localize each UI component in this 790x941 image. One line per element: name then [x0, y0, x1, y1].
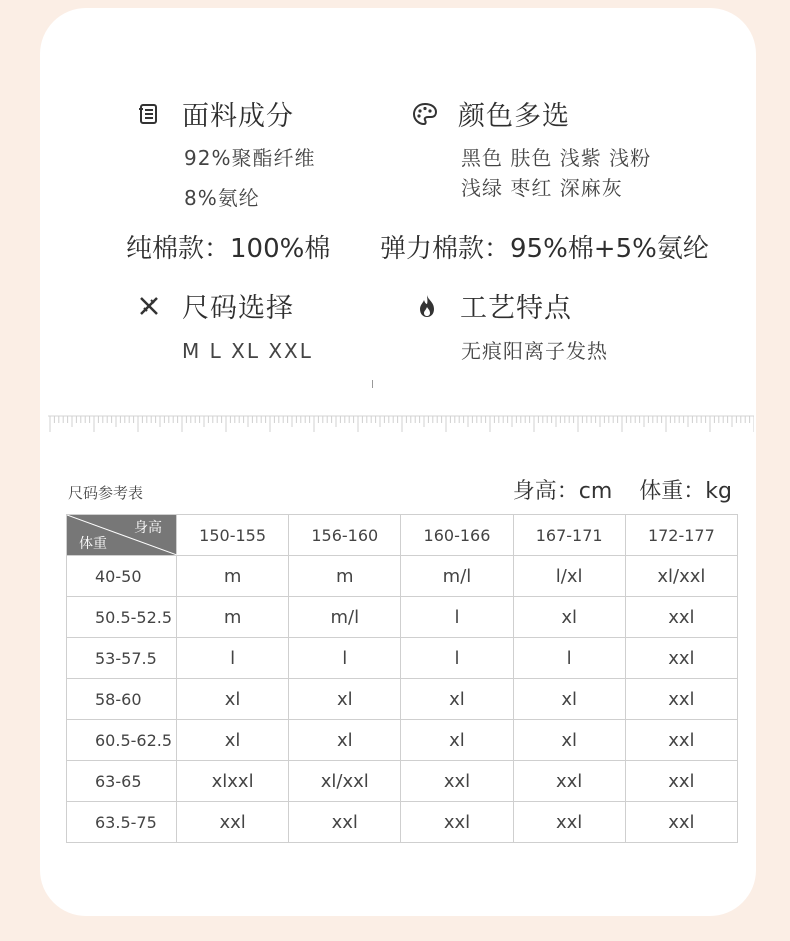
- row-weight: 50.5-52.5: [67, 597, 177, 638]
- fabric-body: [184, 143, 315, 213]
- corner-height-label: 身高: [134, 520, 162, 536]
- unit-labels: [493, 474, 732, 505]
- size-table: [66, 514, 738, 843]
- fabric-heading: [136, 94, 294, 133]
- size-cell: xl: [513, 720, 625, 761]
- table-row: [67, 679, 738, 720]
- column-header: 150-155: [177, 515, 289, 556]
- row-weight: 53-57.5: [67, 638, 177, 679]
- size-cell: xl: [401, 720, 513, 761]
- size-cell: xxl: [177, 802, 289, 843]
- size-cell: xxl: [401, 802, 513, 843]
- size-cell: xl/xxl: [625, 556, 737, 597]
- row-weight: 60.5-62.5: [67, 720, 177, 761]
- fabric-title: 面料成分: [182, 101, 294, 132]
- sizes-title: 尺码选择: [182, 293, 294, 324]
- size-cell: xxl: [513, 761, 625, 802]
- height-unit: 身高：cm: [512, 479, 613, 504]
- size-cell: xxl: [625, 761, 737, 802]
- size-cell: xxl: [625, 597, 737, 638]
- row-weight: 63.5-75: [67, 802, 177, 843]
- flame-icon: [414, 293, 440, 319]
- size-cell: xxl: [625, 720, 737, 761]
- column-header: 160-166: [401, 515, 513, 556]
- size-cell: xxl: [625, 802, 737, 843]
- stretch-cotton-text: 弹力棉款：95%棉+5%氨纶: [380, 234, 709, 264]
- colors-heading: [412, 94, 570, 133]
- size-cell: l: [401, 638, 513, 679]
- size-cell: xl: [513, 597, 625, 638]
- row-weight: 63-65: [67, 761, 177, 802]
- size-cell: xl: [289, 720, 401, 761]
- table-row: [67, 802, 738, 843]
- ruler-divider: [48, 414, 754, 438]
- craft-line: 无痕阳离子发热: [461, 339, 608, 363]
- size-cell: l/xl: [513, 556, 625, 597]
- size-cell: xxl: [401, 761, 513, 802]
- size-cell: m: [177, 556, 289, 597]
- palette-icon: [412, 101, 438, 127]
- weight-unit: 体重：kg: [639, 479, 732, 504]
- corner-weight-label: 体重: [79, 536, 107, 552]
- fabric-line: 8%氨纶: [184, 186, 260, 210]
- size-cell: m: [177, 597, 289, 638]
- size-cell: xl: [177, 720, 289, 761]
- size-cell: l: [177, 638, 289, 679]
- size-cell: m: [289, 556, 401, 597]
- size-cell: l: [513, 638, 625, 679]
- sizes-line: M L XL XXL: [182, 339, 313, 363]
- table-row: [67, 638, 738, 679]
- size-cell: xl: [177, 679, 289, 720]
- table-title: 尺码参考表: [68, 484, 144, 502]
- table-row: [67, 556, 738, 597]
- row-weight: 40-50: [67, 556, 177, 597]
- size-cell: xxl: [625, 679, 737, 720]
- size-cell: xl: [289, 679, 401, 720]
- size-cell: xlxxl: [177, 761, 289, 802]
- colors-line: 黑色 肤色 浅紫 浅粉: [461, 146, 652, 170]
- colors-line: 浅绿 枣红 深麻灰: [461, 176, 623, 200]
- column-header: 167-171: [513, 515, 625, 556]
- size-cell: l: [401, 597, 513, 638]
- size-cell: xl: [513, 679, 625, 720]
- size-cell: m/l: [289, 597, 401, 638]
- table-row: [67, 597, 738, 638]
- ruler-pencil-icon: [136, 293, 162, 319]
- table-corner: [67, 515, 177, 556]
- craft-title: 工艺特点: [460, 293, 572, 324]
- row-weight: 58-60: [67, 679, 177, 720]
- sizes-heading: [136, 286, 294, 325]
- size-cell: xxl: [289, 802, 401, 843]
- table-row: [67, 720, 738, 761]
- column-header: 156-160: [289, 515, 401, 556]
- table-row: [67, 761, 738, 802]
- size-cell: xl: [401, 679, 513, 720]
- fabric-line: 92%聚酯纤维: [184, 146, 316, 170]
- divider-tick: [372, 380, 373, 388]
- document-list-icon: [136, 101, 162, 127]
- colors-title: 颜色多选: [458, 101, 570, 132]
- table-header-row: [67, 515, 738, 556]
- size-cell: m/l: [401, 556, 513, 597]
- size-cell: xxl: [513, 802, 625, 843]
- pure-cotton-text: 纯棉款：100%棉: [126, 234, 331, 264]
- size-cell: xl/xxl: [289, 761, 401, 802]
- craft-heading: [414, 286, 572, 325]
- colors-body: [461, 143, 651, 203]
- size-cell: xxl: [625, 638, 737, 679]
- column-header: 172-177: [625, 515, 737, 556]
- size-cell: l: [289, 638, 401, 679]
